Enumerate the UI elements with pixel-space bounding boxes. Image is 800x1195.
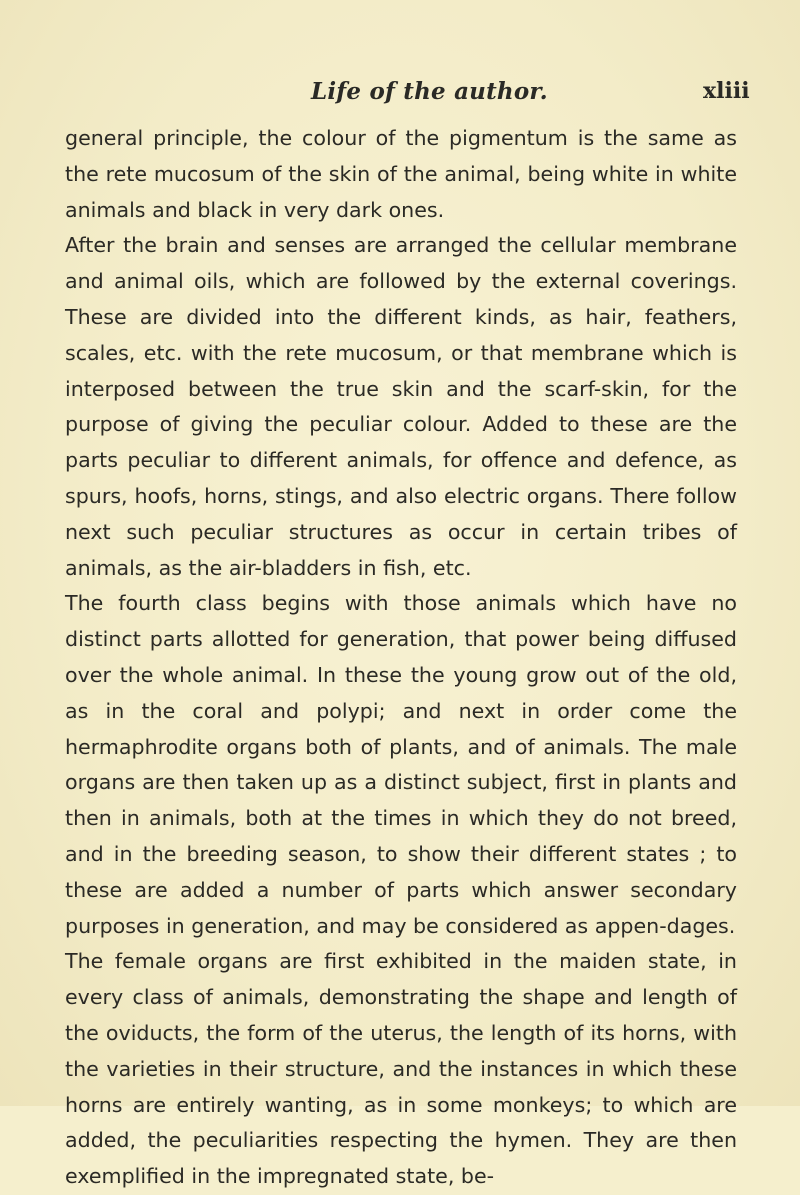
paragraph-3: The fourth class begins with those animals which have no distinct parts allotted for generation, that power being diffused over the whole animal. In these the young grow out of the old, as in the coral and polypi; and next in order come the hermaphrodite organs both of plants, and of animals. The male organs are then taken up as a distinct subject, first in plants and then in animals, both at the times in which they do not breed, and in the breeding season, to show their different states ; to these are added a number of parts which answer secondary purposes in generation, and may be considered as appen-dages. — [65, 591, 737, 938]
body-text — [65, 121, 737, 1195]
page-number: xliii — [703, 78, 750, 104]
running-title: Life of the author. — [311, 78, 548, 105]
paragraph-4: The female organs are first exhibited in the maiden state, in every class of animals, demonstrating the shape and length of the oviducts, the form of the uterus, the length of its horns, with the varieties in their structure, and the instances in which these horns are entirely wanting, as in some monkeys; to which are added, the peculiarities respecting the hymen. They are then exemplified in the impregnated state, be- — [65, 949, 737, 1189]
paragraph-1: general principle, the colour of the pigmentum is the same as the rete mucosum of the skin of the animal, being white in white animals and black in very dark ones. — [65, 126, 737, 222]
page-header — [0, 74, 800, 114]
paragraph-2: After the brain and senses are arranged the cellular membrane and animal oils, which are followed by the external coverings. These are divided into the different kinds, as hair, feathers, scales, etc. with the rete mucosum, or that membrane which is interposed between the true skin and the scarf-skin, for the purpose of giving the peculiar colour. Added to these are the parts peculiar to different animals, for offence and defence, as spurs, hoofs, horns, stings, and also electric organs. There follow next such peculiar structures as occur in certain tribes of animals, as the air-bladders in fish, etc. — [65, 233, 737, 580]
